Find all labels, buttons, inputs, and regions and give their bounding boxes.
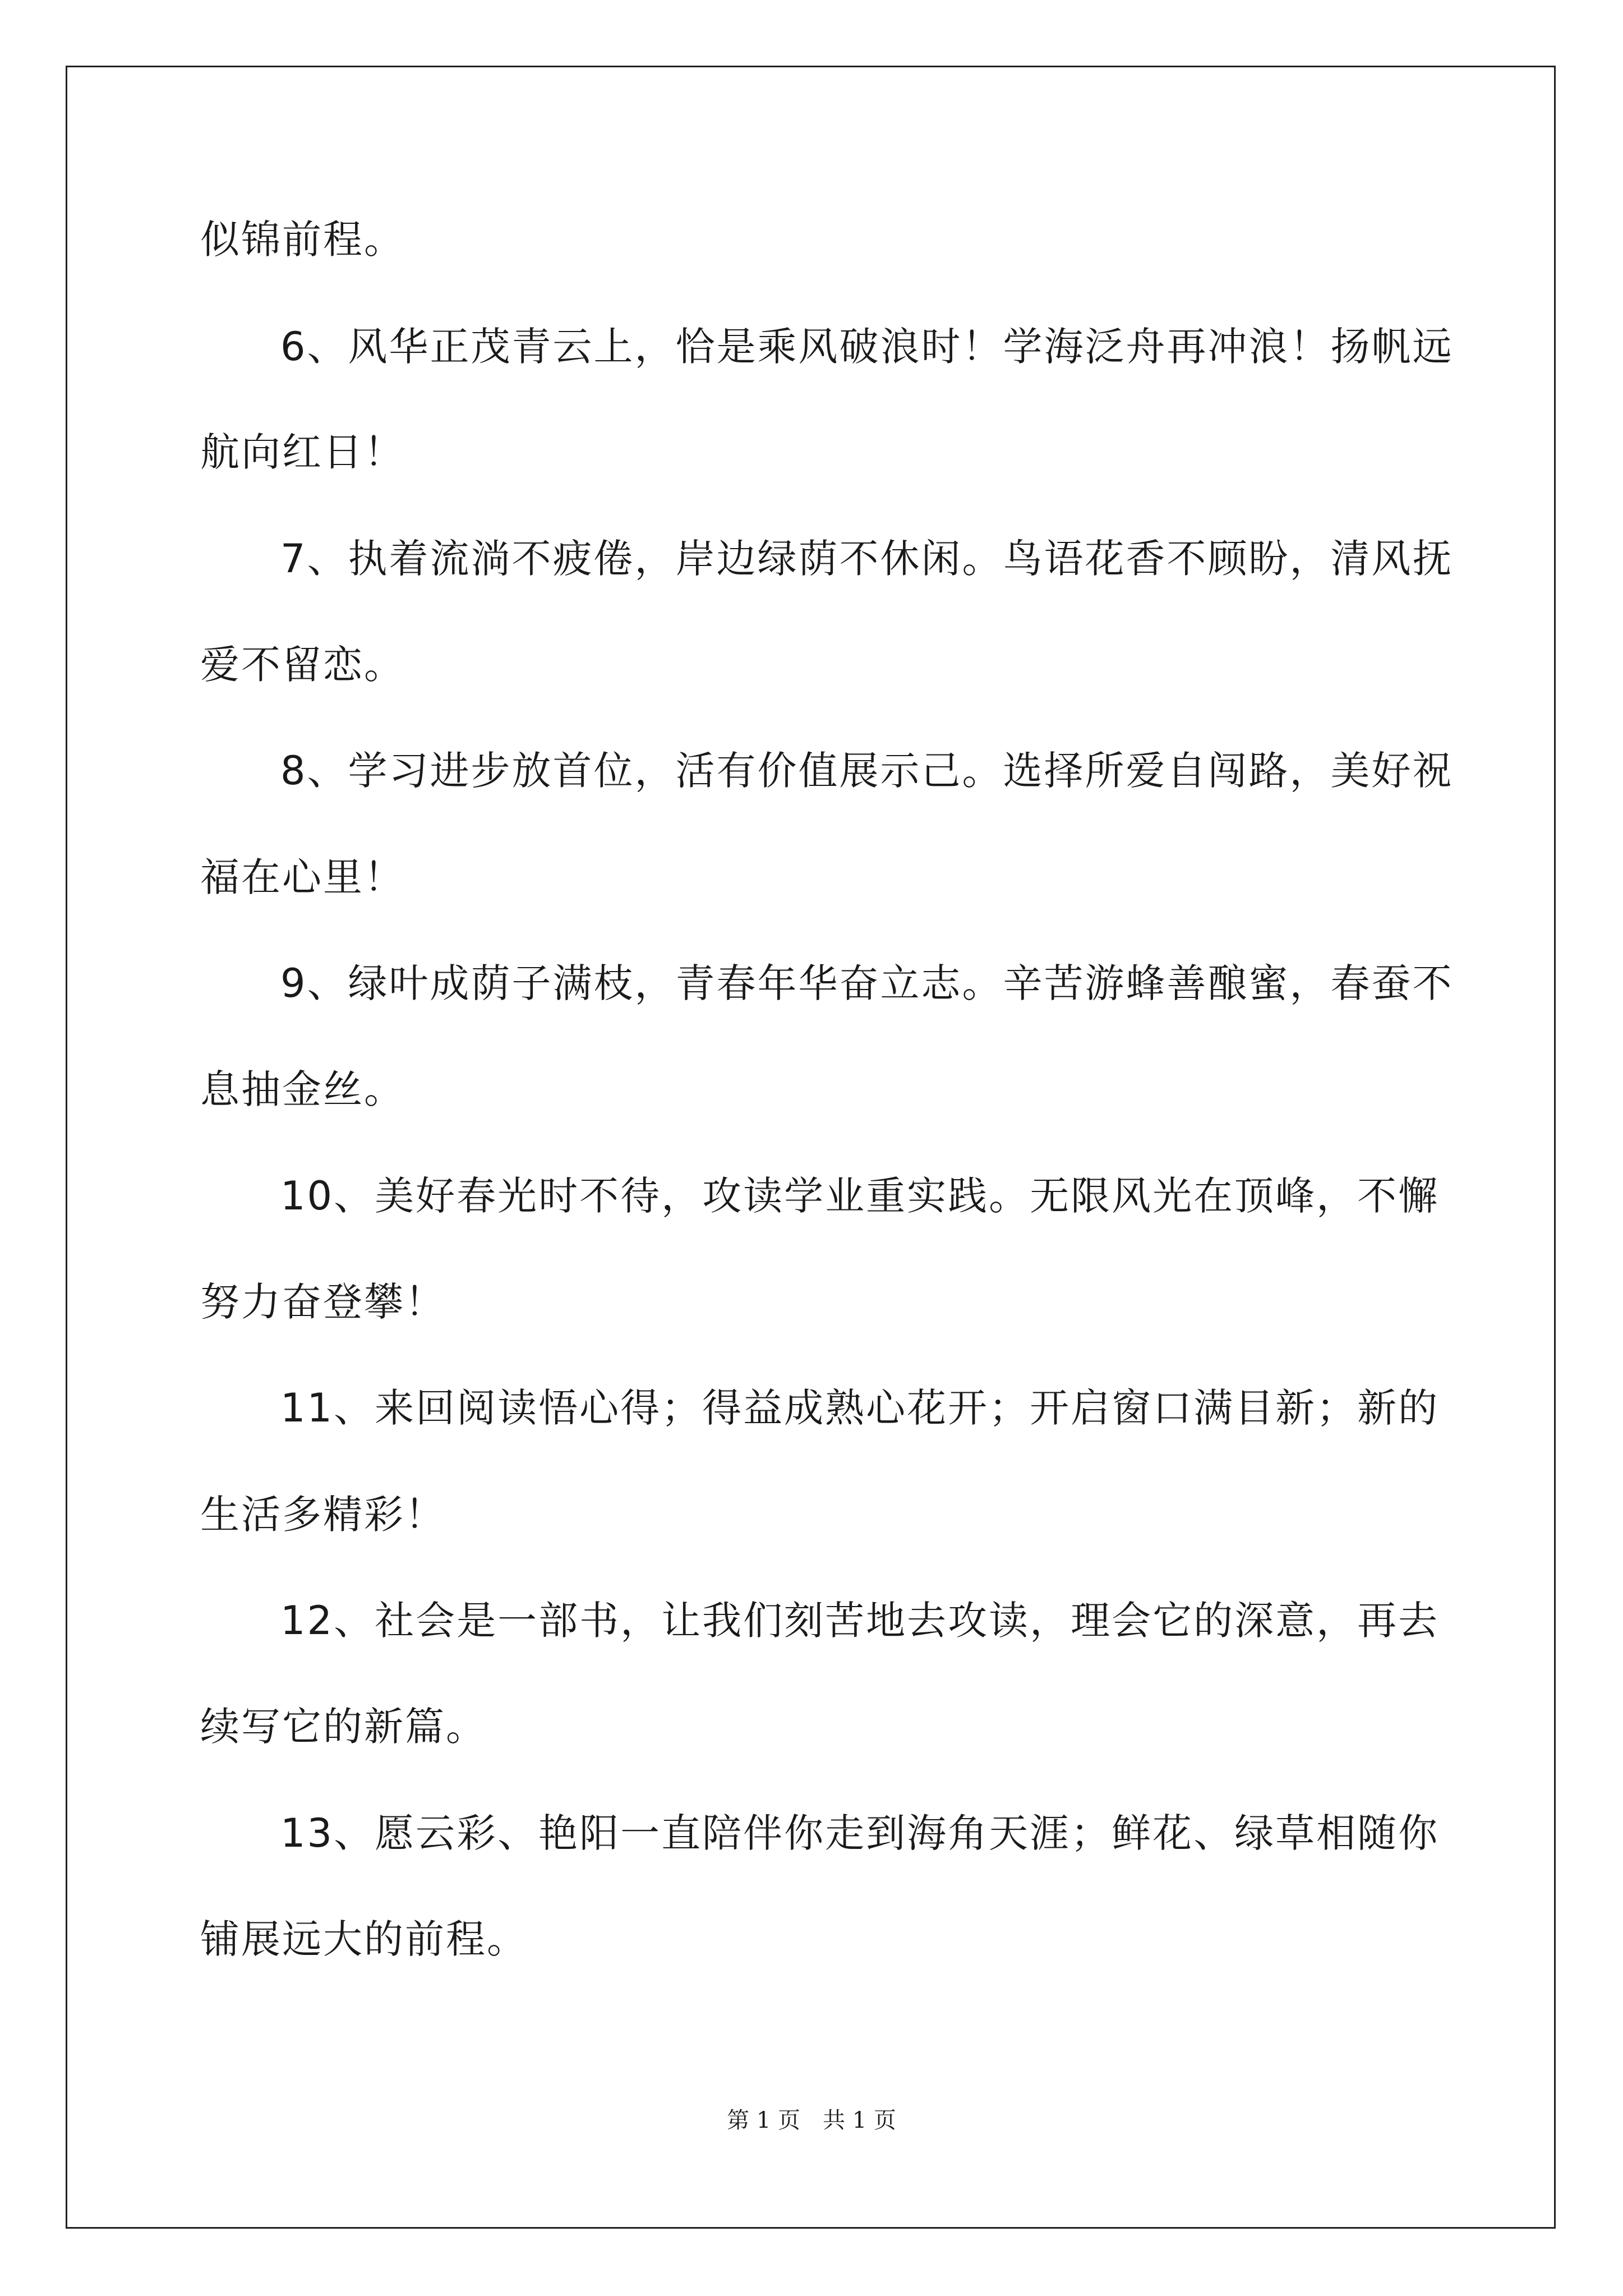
text-line: 努力奋登攀！ <box>200 1279 446 1325</box>
text-line: 似锦前程。 <box>200 217 405 263</box>
text-line: 航向红日！ <box>200 429 405 475</box>
text-line: 12、社会是一部书，让我们刻苦地去攻读，理会它的深意，再去 <box>280 1598 1440 1644</box>
page-border <box>66 66 1556 2229</box>
page-total: 共 1 页 <box>823 2108 896 2133</box>
text-line: 铺展远大的前程。 <box>200 1916 528 1962</box>
page-footer <box>0 2109 1623 2132</box>
text-line: 生活多精彩！ <box>200 1492 446 1538</box>
text-line: 10、美好春光时不待，攻读学业重实践。无限风光在顶峰，不懈 <box>280 1173 1440 1219</box>
text-line: 福在心里！ <box>200 854 405 900</box>
text-line: 11、来回阅读悟心得；得益成熟心花开；开启窗口满目新；新的 <box>280 1385 1440 1431</box>
text-line: 6、风华正茂青云上，恰是乘风破浪时！学海泛舟再冲浪！扬帆远 <box>280 324 1454 370</box>
text-line: 续写它的新篇。 <box>200 1704 487 1750</box>
text-line: 9、绿叶成荫子满枝，青春年华奋立志。辛苦游蜂善酿蜜，春蚕不 <box>280 960 1454 1006</box>
text-line: 7、执着流淌不疲倦，岸边绿荫不休闲。鸟语花香不顾盼，清风抚 <box>280 536 1454 582</box>
text-line: 8、学习进步放首位，活有价值展示己。选择所爱自闯路，美好祝 <box>280 748 1454 794</box>
text-line: 13、愿云彩、艳阳一直陪伴你走到海角天涯；鲜花、绿草相随你 <box>280 1810 1440 1856</box>
page-number: 第 1 页 <box>727 2108 800 2133</box>
text-line: 息抽金丝。 <box>200 1066 405 1112</box>
text-line: 爱不留恋。 <box>200 642 405 688</box>
